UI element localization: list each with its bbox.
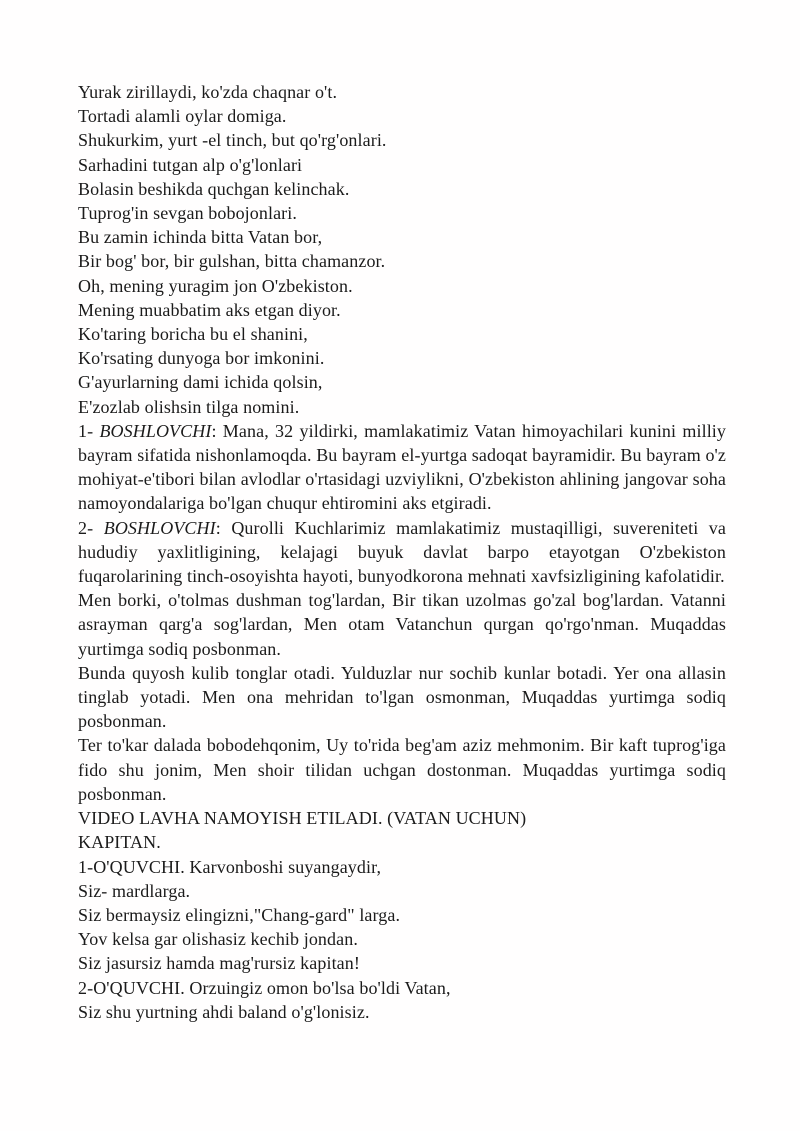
text-line: Bir bog' bor, bir gulshan, bitta chamanzor. xyxy=(78,251,386,272)
text-line: Ko'taring boricha bu el shanini, xyxy=(78,324,308,345)
paragraph-text: Bunda quyosh kulib tonglar otadi. Yulduzlar nur sochib kunlar botadi. Yer ona allasin tinglab yotadi. Men ona mehridan to'lgan osmonman, Muqaddas yurtimga sodiq posbonman. xyxy=(78,662,726,732)
paragraph xyxy=(78,661,726,734)
text-line: 2-O'QUVCHI. Orzuingiz omon bo'lsa bo'ldi Vatan, xyxy=(78,977,451,998)
speaker-name: BOSHLOVCHI xyxy=(99,420,212,441)
text-line: Oh, mening yuragim jon O'zbekiston. xyxy=(78,275,353,296)
speaker-number: 2- xyxy=(78,517,104,538)
text-line: Tortadi alamli oylar domiga. xyxy=(78,106,287,127)
paragraph xyxy=(78,588,726,661)
text-line: 1-O'QUVCHI. Karvonboshi suyangaydir, xyxy=(78,856,382,877)
text-line: Ko'rsating dunyoga bor imkonini. xyxy=(78,348,325,369)
text-line: Mening muabbatim aks etgan diyor. xyxy=(78,299,341,320)
paragraph xyxy=(78,516,726,589)
text-line: Shukurkim, yurt -el tinch, but qo'rg'onlari. xyxy=(78,130,387,151)
text-line: Siz jasursiz hamda mag'rursiz kapitan! xyxy=(78,953,360,974)
text-line: Bu zamin ichinda bitta Vatan bor, xyxy=(78,227,323,248)
paragraph xyxy=(78,419,726,516)
text-line: VIDEO LAVHA NAMOYISH ETILADI. (VATAN UCHUN) xyxy=(78,808,527,829)
paragraph-text: : Mana, 32 yildirki, mamlakatimiz Vatan himoyachilari kunini milliy bayram sifatida nishonlamoqda. Bu bayram el-yurtga sadoqat bayramidir. Bu bayram o'z mohiyat-e'tibori bilan avlodlar o'rtasidagi uzviylikni, O'zbekiston ahlining jangovar soha namoyondalariga bo'lgan chuqur ehtiromini aks etgiradi. xyxy=(78,420,726,514)
text-line: Sarhadini tutgan alp o'g'lonlari xyxy=(78,154,303,175)
text-line: Siz- mardlarga. xyxy=(78,880,191,901)
text-line: Yov kelsa gar olishasiz kechib jondan. xyxy=(78,929,358,950)
text-line: E'zozlab olishsin tilga nomini. xyxy=(78,396,300,417)
paragraph-text: : Qurolli Kuchlarimiz mamlakatimiz mustaqilligi, suvereniteti va hududiy yaxlitligining, kelajagi buyuk davlat barpo etayotgan O'zbekiston fuqarolarining tinch-osoyishta hayoti, bunyodkorona mehnati xavfsizligining kafolatidir. xyxy=(78,517,726,587)
text-line: Yurak zirillaydi, ko'zda chaqnar o't. xyxy=(78,82,338,102)
paragraph-text: Men borki, o'tolmas dushman tog'lardan, Bir tikan uzolmas go'zal bog'lardan. Vatanni asrayman qarg'a sog'lardan, Men otam Vatanchun qurgan qo'rgo'nman. Muqaddas yurtimga sodiq posbonman. xyxy=(78,590,726,659)
text-line: Siz shu yurtning ahdi baland o'g'lonisiz. xyxy=(78,1001,370,1022)
document-body xyxy=(78,80,726,1024)
text-line: Tuprog'in sevgan bobojonlari. xyxy=(78,203,297,224)
text-line: Bolasin beshikda quchgan kelinchak. xyxy=(78,178,350,199)
speaker-name: BOSHLOVCHI xyxy=(103,517,216,538)
text-line: G'ayurlarning dami ichida qolsin, xyxy=(78,372,323,393)
paragraph xyxy=(78,733,726,806)
text-line: KAPITAN. xyxy=(78,832,161,853)
speaker-number: 1- xyxy=(78,420,100,441)
text-line: Siz bermaysiz elingizni,"Chang-gard" larga. xyxy=(78,904,401,925)
paragraph-text: Ter to'kar dalada bobodehqonim, Uy to'rida beg'am aziz mehmonim. Bir kaft tuprog'iga fido shu jonim, Men shoir tilidan uchgan dostonman. Muqaddas yurtimga sodiq posbonman. xyxy=(78,735,726,804)
